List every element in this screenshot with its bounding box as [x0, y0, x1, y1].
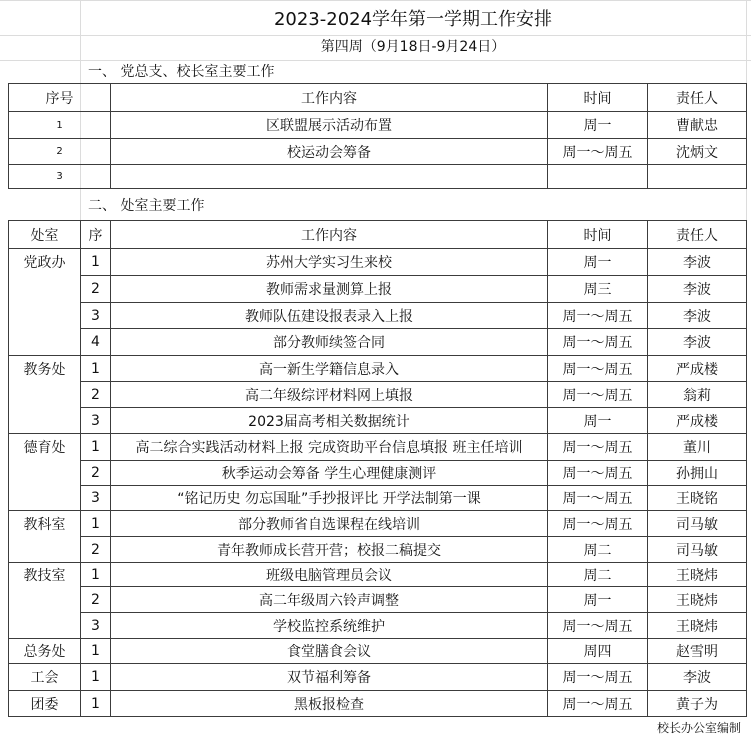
dept-cell: 党政办: [9, 249, 81, 276]
work-owner: 王晓铭: [648, 486, 747, 511]
work-time: 周一～周五: [548, 434, 648, 461]
table-header-row: [9, 84, 747, 112]
work-owner: 李波: [648, 664, 747, 691]
table-row: [9, 356, 747, 382]
work-time: 周三: [548, 276, 648, 303]
dept-cell: [9, 587, 81, 613]
row-number: 3: [81, 613, 111, 639]
work-owner: 严成楼: [648, 408, 747, 434]
header-dept: 处室: [9, 221, 81, 249]
dept-cell: [9, 329, 81, 356]
work-owner: 严成楼: [648, 356, 747, 382]
table-row: [9, 486, 747, 511]
work-owner: 赵雪明: [648, 639, 747, 664]
work-owner: 曹献忠: [648, 112, 747, 139]
header-owner: 责任人: [648, 84, 747, 112]
header-content: 工作内容: [111, 221, 548, 249]
row-number: 1: [81, 691, 111, 717]
work-time: 周一～周五: [548, 486, 648, 511]
table-row: [9, 434, 747, 461]
work-time: 周一: [548, 587, 648, 613]
work-owner: 李波: [648, 249, 747, 276]
table-row: [9, 112, 747, 139]
dept-cell: [9, 408, 81, 434]
work-content: 食堂膳食会议: [111, 639, 548, 664]
dept-cell: 团委: [9, 691, 81, 717]
row-number: 3: [9, 165, 111, 189]
work-owner: 司马敏: [648, 511, 747, 537]
work-time: 周一: [548, 408, 648, 434]
gridline: [0, 60, 751, 61]
header-owner: 责任人: [648, 221, 747, 249]
table-row: [9, 303, 747, 329]
row-number: 1: [81, 664, 111, 691]
row-number: 1: [81, 511, 111, 537]
header-no: 序号: [9, 84, 111, 112]
table-row: [9, 461, 747, 486]
dept-cell: [9, 537, 81, 563]
table-row: [9, 276, 747, 303]
dept-cell: [9, 461, 81, 486]
dept-cell: 教科室: [9, 511, 81, 537]
row-number: 1: [81, 356, 111, 382]
dept-cell: 德育处: [9, 434, 81, 461]
work-time: 周四: [548, 639, 648, 664]
dept-cell: 教技室: [9, 563, 81, 587]
row-number: 2: [81, 537, 111, 563]
section-heading-departments: 二、 处室主要工作: [88, 198, 205, 214]
work-time: 周一～周五: [548, 613, 648, 639]
work-content: [111, 165, 548, 189]
table-row: [9, 329, 747, 356]
dept-cell: [9, 276, 81, 303]
dept-cell: 教务处: [9, 356, 81, 382]
work-content: 班级电脑管理员会议: [111, 563, 548, 587]
work-time: 周一: [548, 249, 648, 276]
work-time: 周一～周五: [548, 461, 648, 486]
department-work-table: [8, 220, 747, 717]
work-content: 区联盟展示活动布置: [111, 112, 548, 139]
dept-cell: 工会: [9, 664, 81, 691]
table-row: [9, 139, 747, 165]
work-content: 高二年级综评材料网上填报: [111, 382, 548, 408]
table-row: [9, 408, 747, 434]
gridline: [0, 0, 751, 1]
work-content: 教师队伍建设报表录入上报: [111, 303, 548, 329]
dept-cell: 总务处: [9, 639, 81, 664]
work-owner: 王晓炜: [648, 613, 747, 639]
row-number: 1: [81, 434, 111, 461]
week-range: 第四周（9月18日-9月24日）: [320, 39, 506, 55]
table-row: [9, 511, 747, 537]
row-number: 3: [81, 486, 111, 511]
work-time: 周一～周五: [548, 511, 648, 537]
work-time: 周一～周五: [548, 664, 648, 691]
work-content: 青年教师成长营开营；校报二稿提交: [111, 537, 548, 563]
work-owner: 王晓炜: [648, 563, 747, 587]
work-content: “铭记历史 勿忘国耻”手抄报评比 开学法制第一课: [111, 486, 548, 511]
table-row: [9, 537, 747, 563]
work-time: 周一～周五: [548, 691, 648, 717]
work-time: 周一: [548, 112, 648, 139]
work-owner: [648, 165, 747, 189]
row-number: 2: [81, 382, 111, 408]
work-content: 双节福利筹备: [111, 664, 548, 691]
work-content: 教师需求量测算上报: [111, 276, 548, 303]
work-owner: 孙拥山: [648, 461, 747, 486]
row-number: 2: [81, 461, 111, 486]
work-content: 高一新生学籍信息录入: [111, 356, 548, 382]
header-time: 时间: [548, 84, 648, 112]
row-number: 3: [81, 408, 111, 434]
work-content: 高二年级周六铃声调整: [111, 587, 548, 613]
work-owner: 司马敏: [648, 537, 747, 563]
work-time: 周一～周五: [548, 139, 648, 165]
work-owner: 李波: [648, 303, 747, 329]
work-time: 周一～周五: [548, 382, 648, 408]
page-title: 2023-2024学年第一学期工作安排: [273, 9, 553, 30]
work-owner: 董川: [648, 434, 747, 461]
row-number: 2: [9, 139, 111, 165]
work-content: 黑板报检查: [111, 691, 548, 717]
leadership-work-table: [8, 83, 747, 189]
work-content: 部分教师续签合同: [111, 329, 548, 356]
row-number: 1: [81, 639, 111, 664]
dept-cell: [9, 613, 81, 639]
work-time: 周一～周五: [548, 303, 648, 329]
work-content: 2023届高考相关数据统计: [111, 408, 548, 434]
table-row: [9, 613, 747, 639]
work-time: 周二: [548, 537, 648, 563]
row-number: 2: [81, 276, 111, 303]
row-number: 1: [81, 563, 111, 587]
header-content: 工作内容: [111, 84, 548, 112]
work-time: 周一～周五: [548, 356, 648, 382]
table-row: [9, 165, 747, 189]
row-number: 4: [81, 329, 111, 356]
work-owner: 李波: [648, 276, 747, 303]
table-row: [9, 382, 747, 408]
section-heading-leadership: 一、 党总支、校长室主要工作: [88, 64, 275, 80]
work-time: 周一～周五: [548, 329, 648, 356]
work-content: 苏州大学实习生来校: [111, 249, 548, 276]
work-content: 部分教师省自选课程在线培训: [111, 511, 548, 537]
work-content: 秋季运动会筹备 学生心理健康测评: [111, 461, 548, 486]
work-owner: 李波: [648, 329, 747, 356]
table-row: [9, 249, 747, 276]
work-content: 学校监控系统维护: [111, 613, 548, 639]
table-header-row: [9, 221, 747, 249]
work-time: 周二: [548, 563, 648, 587]
work-time: [548, 165, 648, 189]
work-content: 高二综合实践活动材料上报 完成资助平台信息填报 班主任培训: [111, 434, 548, 461]
row-number: 1: [9, 112, 111, 139]
work-owner: 王晓炜: [648, 587, 747, 613]
dept-cell: [9, 303, 81, 329]
work-content: 校运动会筹备: [111, 139, 548, 165]
row-number: 1: [81, 249, 111, 276]
dept-cell: [9, 486, 81, 511]
header-time: 时间: [548, 221, 648, 249]
table-row: [9, 664, 747, 691]
work-owner: 沈炳文: [648, 139, 747, 165]
row-number: 3: [81, 303, 111, 329]
header-no: 序: [81, 221, 111, 249]
dept-cell: [9, 382, 81, 408]
table-row: [9, 691, 747, 717]
table-row: [9, 587, 747, 613]
table-row: [9, 563, 747, 587]
work-owner: 黄子为: [648, 691, 747, 717]
work-owner: 翁莉: [648, 382, 747, 408]
row-number: 2: [81, 587, 111, 613]
table-row: [9, 639, 747, 664]
footer-compiler: 校长办公室编制: [656, 721, 741, 735]
